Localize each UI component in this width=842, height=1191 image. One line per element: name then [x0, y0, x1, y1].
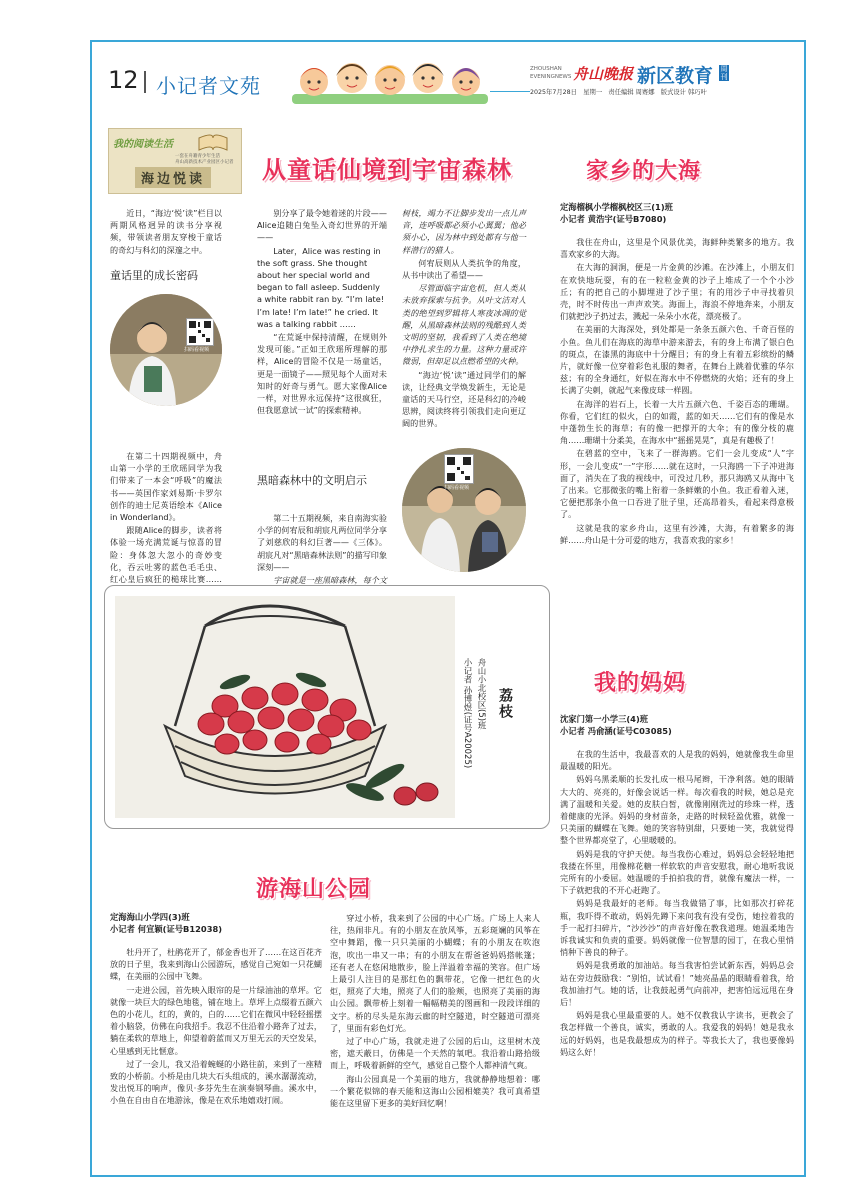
article1-p1: 近日，“海边‘悦’读”栏目以两期风格迥异的读书分享视频，带领读者朋友穿梭于童话的奇幻与科幻的深邃之中。 — [110, 208, 222, 255]
article4-school: 定海海山小学四(3)班 — [110, 912, 190, 922]
column-badge — [108, 128, 242, 194]
article2-author: 小记者 黄浩宇(证号B7080) — [560, 214, 667, 224]
article3-school: 沈家门第一小学三(4)班 — [560, 714, 649, 724]
date-line: 2025年7月28日 星期一 责任编辑 周赛娜 版式设计 韩巧叶 — [530, 89, 707, 96]
article3-p6: 妈妈是我心里最重要的人。她不仅教我认字读书，更教会了我怎样做一个善良，诚实，勇敢的人。我爱我的妈妈！她是我永远的好妈妈，也是我最想成为的样子。等我长大了，我也要像妈妈这么好！ — [560, 1010, 794, 1057]
article2-p3: 在美丽的大海深处，到处都是一条条五颜六色、千奇百怪的小鱼。鱼儿们在海底的海草中游来游去，有的身上布满了银白色的斑点，在漆黑的海底中十分醒目；有的身上有着五彩缤纷的鳞片，就好像一位穿着彩色礼服的舞者，在舞台上跳着优雅的华尔兹；有的全身通红，好似在海水中不停燃烧的火焰；还有的身上长满了尖刺，就起气来像皮球一样圆。 — [560, 324, 794, 396]
article1-title: 从童话仙境到宇宙森林 — [262, 155, 512, 184]
brand-latin-1: ZHOUSHAN — [530, 66, 562, 72]
article2-p1: 我住在舟山，这里是个风景优美，海鲜种类繁多的地方。我喜欢家乡的大海。 — [560, 237, 794, 260]
article2-title: 家乡的大海 — [586, 158, 702, 184]
article2-p4: 在海洋的岩石上，长着一大片五颜六色、千姿百态的珊瑚。你看，它们红的似火，白的如霞，蓝的如天……它们有的像是水中蓬勃生长的海草；有的像一把撑开的大伞；有的像分枝的鹿角……珊瑚十分柔美，在海水中“摇摇晃晃”，真是有趣极了！ — [560, 398, 794, 446]
qr1-caption: 扫码看视频 — [184, 347, 210, 353]
article3-title: 我的妈妈 — [594, 670, 687, 696]
badge-title: 海边悦读 — [135, 167, 211, 188]
article4-col1 — [110, 946, 322, 1108]
lychee-painting — [115, 596, 455, 818]
article1-c2-p3: 第二十五期视频，来自南海实验小学的何宥辰和胡宸凡两位同学分享了刘慈欣的科幻巨著——《三体》。胡宸凡对“黑暗森林法则”的描写印象深刻—— — [257, 513, 387, 572]
section-title: 小记者文苑 — [156, 74, 261, 98]
painting-author: 小记者 孙博煜(证号A20025) — [462, 658, 472, 769]
article4-p5: 过了中心广场，我就走进了公园的后山，这里树木茂密，遮天蔽日，仿佛是一个天然的氧吧。我沿着山路拾级而上，呼吸着新鲜的空气，感觉自己整个人都神清气爽。 — [330, 1036, 540, 1071]
article1-c2-p1: 别分享了最令她着迷的片段——Alice追随白兔坠入奇幻世界的开端—— — [257, 208, 387, 243]
article2-school: 定海榴枫小学榴枫校区三(1)班 — [560, 202, 673, 212]
article1-c3-italic: 树枝，竭力不让脚步发出一点儿声音，连呼吸都必须小心翼翼；他必须小心，因为林中到处都有与他一样潜行的猎人。 — [402, 208, 526, 255]
paper-name-logo: 舟山晚报 — [573, 65, 634, 83]
article3-author: 小记者 冯俞涵(证号C03085) — [560, 726, 672, 736]
kids-illustration — [292, 54, 488, 106]
badge-top-text: 我的阅读生活 — [113, 139, 173, 150]
article2-body — [560, 236, 794, 547]
article1-subhead1: 童话里的成长密码 — [110, 269, 198, 282]
article4-p6: 海山公园真是一个美丽的地方，我就静静地想着：哪一个繁花似锦的春天能和这海山公园相媲美？我可真希望能在这里留下更多的美好回忆啊！ — [330, 1073, 540, 1109]
article1-col3-body — [402, 207, 526, 431]
article1-c3-p1: 何宥辰则从人类抗争的角度，从书中读出了希望—— — [402, 257, 526, 281]
badge-sub-2: 舟山高新技术产业园区小记者 — [175, 160, 234, 165]
article4-author: 小记者 何宣颖(证号B12038) — [110, 924, 223, 934]
article1-c2-p4: 宇宙就是一座黑暗森林，每个文 — [273, 575, 387, 586]
article2-p2: 在大海的洞涧，便是一片金黄的沙滩。在沙滩上，小朋友们在欢快地玩耍，有的在一粒粒金黄的沙子上堆成了一个个小沙丘；有的把自己的小脚埋进了沙子里；有的用沙子中寻找着贝壳，时不时传出一声声欢笑。海面上，海浪不停地奔来，小朋友们就把沙子扔过去，溅起一朵朵小水花，漂亮极了。 — [560, 262, 794, 322]
edition-tag: 周刊 — [720, 65, 728, 81]
article4-p3: 过了一会儿，我又沿着蜿蜒的小路往前，来到了一座精致的小桥前。小桥是由几块大石头组成的，溪水潺潺流动，发出悦耳的响声，像贝·多芬先生在演奏钢琴曲。溪水中，小鱼在自由自在地游泳，像是在欢乐地嬉戏打闹。 — [110, 1058, 322, 1106]
painting-school: 舟山小北校区(5)班 — [476, 658, 486, 730]
article1-c3-italic2: 尽管面临宇宙危机，但人类从未放弃探索与抗争。从叶文洁对人类的绝望到罗辑将人寒夜冰凋的觉醒，从黑暗森林法则的残酷到人类文明的坚韧，我看到了人类在绝境中挣扎求生的力量。这种力量或许微弱，但却足以点燃希望的火种。 — [402, 283, 526, 367]
article4-p4: 穿过小桥，我来到了公园的中心广场。广场上人来人往，热闹非凡。有的小朋友在放风筝，五彩斑斓的风筝在空中舞蹈，像一只只美丽的小蝴蝶；有的小朋友在吹泡泡，吹出一串又一串；有的小朋友在帮爸爸妈妈搭帐篷；还有老人在悠闲地散步，脸上洋溢着幸福的笑容。但广场上最引人注目的是那红色的飘带花，它像一把红色的火炬，照亮了大地，照亮了人们的脸颊，也照亮了美丽的海山公园。飘带桥上刻着一幅幅精美的图画和一段段详细的文字。桥的尽头是东海云廊的时空隧道，时空隧道可漂亮了，里面有彩色灯光。 — [330, 913, 540, 1033]
article1-quote: Later，Alice was resting in the soft grass. She thought about her special world and began to fall asleep. Suddenly a white rabbit ran by. “I’m late! I’m late! I’m late!” he cried. It was a talking rabbit …… — [257, 245, 384, 329]
painting-box — [104, 585, 550, 829]
article1-intro — [110, 207, 222, 257]
article1-p3: 跟随Alice的脚步，读者将体验一场充满荒诞与惊喜的冒险：身体忽大忽小的奇妙变化，吞云吐雾的蓝色毛毛虫、红心皇后疯狂的槌球比赛…… — [110, 525, 222, 585]
article1-subhead2: 黑暗森林中的文明启示 — [257, 474, 367, 487]
article4-p2: 一走进公园，首先映入眼帘的是一片绿油油的草坪。它就像一块巨大的绿色地毯，铺在地上。草坪上点缀着五颜六色的小花儿，红的，黄的，白的……它们在微风中轻轻摇摆着小脑袋，仿佛在向我招手。我忍不住沿着小路奔了过去，躺在柔软的草地上，仰望着蔚蓝而又万里无云的天空发呆，心里感到无比惬意。 — [110, 984, 322, 1056]
qr-code-1[interactable] — [186, 318, 214, 346]
article3-body — [560, 748, 794, 1059]
header-divider — [144, 71, 146, 93]
article1-photo1 — [110, 294, 222, 406]
article1-photo2 — [402, 448, 526, 572]
article1-c3-p2: “海边‘悦’读”通过同学们的解读，让经典文学焕发新生，无论是童话的天马行空，还是科幻的冷峻思辨，阅读终将引领我们走向更辽阔的世界。 — [402, 369, 526, 429]
article2-p5: 在碧蓝的空中，飞来了一群海鸥。它们一会儿变成“人”字形，一会儿变成“一”字形……就在这时，一只海鸥一下子冲进海面了，消失在了我的视线中，可没过几秒，那只海鸥又从海中飞了出来。它那微张的嘴上衔着一条鲜嫩的小鱼。我正看着入迷，它便把那条小鱼一口吞进了肚子里，还高昂着头，看起来得意极了。 — [560, 448, 794, 520]
article1-col2-body — [257, 207, 387, 417]
brand-latin-2: EVENINGNEWS — [530, 74, 572, 80]
article4-title: 游海山公园 — [256, 876, 372, 902]
article1-p2: 在第二十四期视频中，舟山第一小学的王欣瑶同学为我们带来了一本会“呼吸”的魔法书——英国作家刘易斯·卡罗尔创作的迪士尼英语绘本《Alice in Wonderland》。 — [110, 451, 222, 523]
qr2-caption: 扫码看视频 — [444, 485, 470, 491]
qr-code-2[interactable] — [444, 454, 474, 484]
header-rule — [490, 91, 530, 92]
article1-col1-body — [110, 450, 222, 598]
article3-p1: 在我的生活中，我最喜欢的人是我的妈妈，她就像我生命里最温暖的阳光。 — [560, 749, 794, 772]
article2-p6: 这就是我的家乡舟山，这里有沙滩，大海，有着繁多的海鲜……舟山是十分可爱的地方，我喜欢我的家乡！ — [560, 522, 794, 545]
painting-title: 荔枝 — [497, 688, 513, 720]
article3-p3: 妈妈是我的守护天使。每当我伤心难过，妈妈总会轻轻地把我搂在怀里，用像棉花糖一样软软的声音安慰我，耐心地听我说完所有的小委屈。她温暖的手拍拍我的背，就像有魔法一样，一下子就把我的不开心赶跑了。 — [560, 848, 794, 896]
page-number: 12 — [108, 66, 139, 94]
article4-p1: 牡丹开了，杜鹃花开了，郁金香也开了……在这百花齐放的日子里，我来到海山公园游玩，感觉自己宛如一只花蝴蝶，在美丽的公园中飞舞。 — [110, 947, 322, 982]
article1-c2-p2: “在荒诞中保持清醒，在规则外发现可能。”正如王欣瑶所理解的那样，Alice的冒险不仅是一场童话，更是一面镜子——照见每个人面对未知时的好奇与勇气。愿大家像Alice一样，对世界永远保持“这很疯狂，但我愿意试一试”的探索精神。 — [257, 332, 387, 416]
article3-p5: 妈妈是我勇敢的加油站。每当我害怕尝试新东西，妈妈总会站在旁边鼓励我：“别怕，试试看！”她亮晶晶的眼睛看着我，给我加油打气。她的话，让我鼓起勇气向前冲，把害怕远远甩在身后！ — [560, 960, 794, 1008]
article3-p2: 妈妈乌黑柔顺的长发扎成一根马尾辫，干净利落。她的眼睛大大的、亮亮的，好像会说话一样。每次看我的时候，她总是充满了温暖和关爱。她的皮肤白皙，就像刚刚洗过的珍珠一样，透着健康的光泽。妈妈的身材苗条，走路的时候轻盈优雅，就像一只美丽的蝴蝶在飞舞。她的笑容特别甜，只要她一笑，我就觉得整个世界都亮堂了，心里暖暖的。 — [560, 774, 794, 846]
article3-p4: 妈妈是我最好的老师。每当我做错了事，比如那次打碎花瓶，我吓得不敢动，妈妈先蹲下来问我有没有受伤，她拉着我的手一起打扫碎片，“沙沙沙”的声音好像在教我道理。她温柔地告诉我诚实和负责的重要。妈妈就像一位智慧的园丁，在我心里悄悄种下善良的种子。 — [560, 898, 794, 958]
edition-title: 新区教育 — [637, 65, 714, 87]
badge-sub-1: 一套在舟籍青少年生活 — [175, 154, 220, 159]
article4-col2 — [330, 912, 540, 1110]
